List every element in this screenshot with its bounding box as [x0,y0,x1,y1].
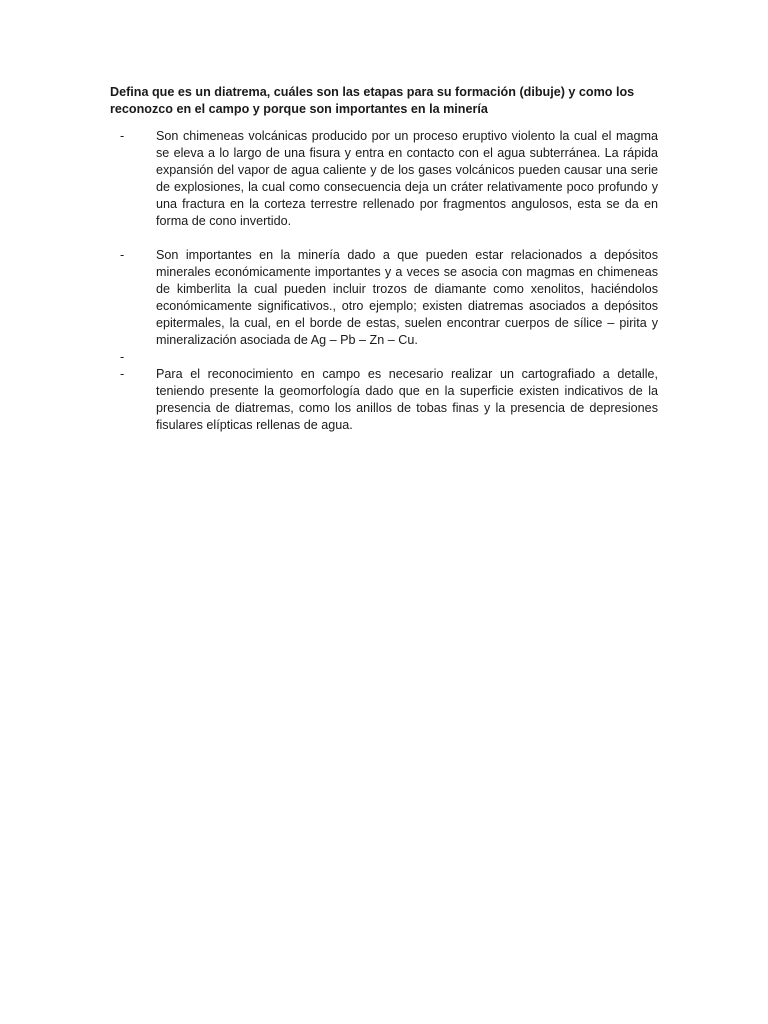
answer-item-empty [110,349,658,366]
question-heading: Defina que es un diatrema, cuáles son las etapas para su formación (dibuje) y como los reconozco en el campo y porque son importantes en la minería [110,85,635,116]
answer-item-importance [110,247,658,348]
answer-list [110,128,658,433]
answer-text-importance: Son importantes en la minería dado a que pueden estar relacionados a depósitos minerales económicamente importantes y a veces se asocia con magmas en chimeneas de kimberlita la cual pueden incluir trozos de diamante como xenolitos, haciéndolos económicamente significativos., otro ejemplo; existen diatremas asociados a depósitos epitermales, la cual, en el borde de estas, suelen encontrar cuerpos de sílice – pirita y mineralización asociada de Ag – Pb – Zn – Cu. [156,248,658,347]
answer-text-field-recognition: Para el reconocimiento en campo es necesario realizar un cartografiado a detalle, teniendo presente la geomorfología dado que en la superficie existen indicativos de la presencia de diatremas, como los anillos de tobas finas y la presencia de depresiones fisulares elípticas rellenas de agua. [156,366,658,432]
answer-item-definition [110,128,658,229]
bullet-dash: - [120,129,125,143]
bullet-dash: - [120,366,125,381]
answer-item-field-recognition [110,366,658,434]
bullet-dash: - [120,349,125,364]
answer-text-definition: Son chimeneas volcánicas producido por un proceso eruptivo violento la cual el magma se eleva a lo largo de una fisura y entra en contacto con el agua subterránea. La rápida expansión del vapor de agua caliente y de los gases volcánicos pueden causar una serie de explosiones, la cual como consecuencia deja un cráter relativamente poco profundo y una fractura en la corteza terrestre rellenado por fragmentos angulosos, esta se da en forma de cono invertido. [156,129,658,228]
bullet-dash: - [120,248,125,263]
answer-text-empty [156,349,658,366]
